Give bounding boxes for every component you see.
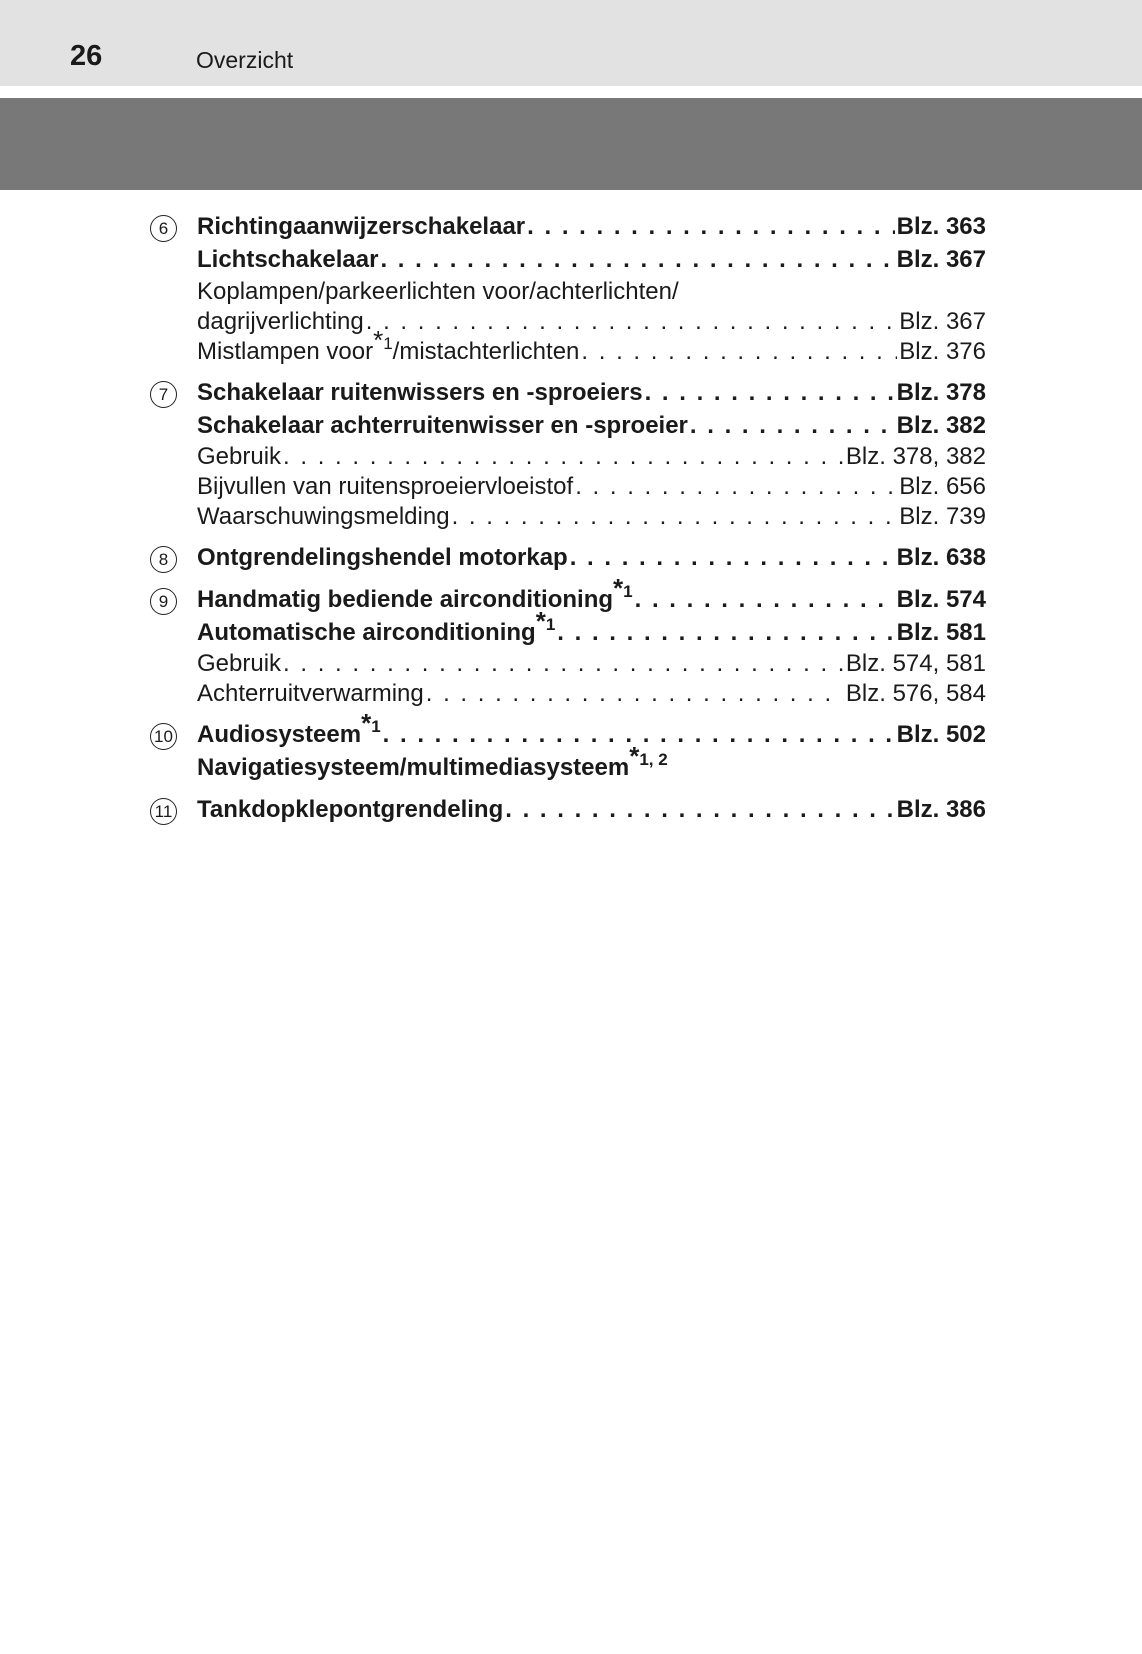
page-reference: Blz. 363	[896, 213, 986, 240]
asterisk: *	[613, 573, 624, 603]
entry-label: Navigatiesysteem/multimediasysteem$^{*1, 2}$	[197, 741, 668, 781]
toc-entries	[197, 573, 986, 709]
footnote-marker: *1, 2	[629, 741, 668, 771]
dot-leader	[380, 243, 894, 276]
entry-label: dagrijverlichting	[197, 308, 364, 335]
section-banner	[0, 98, 1142, 190]
toc-group	[150, 376, 986, 532]
toc-entries	[197, 376, 986, 532]
entry-label: Waarschuwingsmelding	[197, 503, 450, 530]
asterisk: *	[361, 708, 372, 738]
dot-leader	[283, 649, 844, 679]
entry-label: Mistlampen voor$^{*1}$/mistachterlichten	[197, 325, 580, 365]
asterisk: *	[373, 325, 384, 355]
toc-entry	[197, 502, 986, 532]
entry-label: Gebruik	[197, 650, 282, 677]
entry-label: Handmatig bediende airconditioning$^{*1}$	[197, 573, 633, 613]
toc-entries	[197, 541, 986, 574]
dot-leader	[575, 472, 897, 502]
entry-label: Automatische airconditioning$^{*1}$	[197, 606, 556, 646]
toc-entries	[197, 210, 986, 367]
item-number-badge: 7	[150, 381, 177, 408]
entry-label: Koplampen/parkeerlichten voor/achterlichten/	[197, 278, 679, 305]
entry-label: Lichtschakelaar	[197, 246, 379, 273]
page-number: 26	[70, 40, 103, 72]
toc-entry	[197, 573, 986, 616]
dot-leader	[505, 793, 894, 826]
dot-leader	[570, 541, 895, 574]
item-number-badge: 6	[150, 215, 177, 242]
toc-entry	[197, 472, 986, 502]
entry-label: Schakelaar ruitenwissers en -sproeiers	[197, 379, 643, 406]
toc-entry	[197, 442, 986, 472]
page-reference: Blz. 581	[896, 619, 986, 646]
footnote-marker: *1	[613, 573, 633, 603]
page-reference: Blz. 367	[899, 308, 986, 335]
asterisk: *	[535, 606, 546, 636]
toc-entry	[197, 793, 986, 826]
item-number-badge: 8	[150, 546, 177, 573]
toc-entry	[197, 376, 986, 409]
footnote-marker: *1	[373, 325, 393, 355]
page-reference: Blz. 576, 584	[845, 680, 986, 707]
toc-entry	[197, 606, 986, 649]
toc-group	[150, 210, 986, 367]
dot-leader	[283, 442, 844, 472]
dot-leader	[452, 502, 898, 532]
toc-entry	[197, 708, 986, 751]
entry-label: Schakelaar achterruitenwisser en -sproeier	[197, 412, 688, 439]
page-reference: Blz. 386	[896, 796, 986, 823]
toc-entry	[197, 325, 986, 367]
item-number-badge: 10	[150, 723, 177, 750]
dot-leader	[527, 210, 894, 243]
footnote-marker: *1	[535, 606, 556, 636]
page-reference: Blz. 382	[896, 412, 986, 439]
page-reference: Blz. 656	[899, 473, 986, 500]
toc-entry	[197, 679, 986, 709]
header-bar	[0, 0, 1142, 86]
dot-leader	[690, 409, 895, 442]
toc-group	[150, 573, 986, 709]
entry-label: Tankdopklepontgrendeling	[197, 796, 504, 823]
entry-label: Bijvullen van ruitensproeiervloeistof	[197, 473, 574, 500]
item-number-badge: 11	[150, 798, 177, 825]
footnote-marker: *1	[361, 708, 381, 738]
item-number-badge: 9	[150, 588, 177, 615]
toc-entry	[197, 541, 986, 574]
page-reference: Blz. 376	[899, 338, 986, 365]
toc-group	[150, 708, 986, 784]
page-reference: Blz. 367	[896, 246, 986, 273]
entry-label: Achterruitverwarming	[197, 680, 424, 707]
entry-label: Ontgrendelingshendel motorkap	[197, 544, 568, 571]
toc-entries	[197, 708, 986, 784]
toc-entry	[197, 276, 986, 307]
page-reference: Blz. 638	[896, 544, 986, 571]
page-reference: Blz. 739	[899, 503, 986, 530]
page-reference: Blz. 378, 382	[845, 443, 986, 470]
page-reference: Blz. 378	[896, 379, 986, 406]
toc-entry	[197, 409, 986, 442]
table-of-contents	[150, 210, 986, 835]
entry-label: Audiosysteem$^{*1}$	[197, 708, 381, 748]
dot-leader	[557, 616, 894, 649]
toc-entry	[197, 307, 986, 337]
dot-leader	[635, 583, 895, 616]
toc-entry	[197, 649, 986, 679]
toc-entries	[197, 793, 986, 826]
toc-entry	[197, 741, 986, 784]
dot-leader	[645, 376, 895, 409]
dot-leader	[426, 679, 844, 709]
toc-group	[150, 793, 986, 826]
entry-label: Gebruik	[197, 443, 282, 470]
page-reference: Blz. 502	[896, 721, 986, 748]
page-reference: Blz. 574	[896, 586, 986, 613]
dot-leader	[366, 307, 898, 337]
page-reference: Blz. 574, 581	[845, 650, 986, 677]
toc-entry	[197, 243, 986, 276]
entry-label: Richtingaanwijzerschakelaar	[197, 213, 526, 240]
asterisk: *	[629, 741, 640, 771]
toc-group	[150, 541, 986, 574]
toc-entry	[197, 210, 986, 243]
section-title: Overzicht	[196, 47, 294, 73]
dot-leader	[581, 337, 897, 367]
